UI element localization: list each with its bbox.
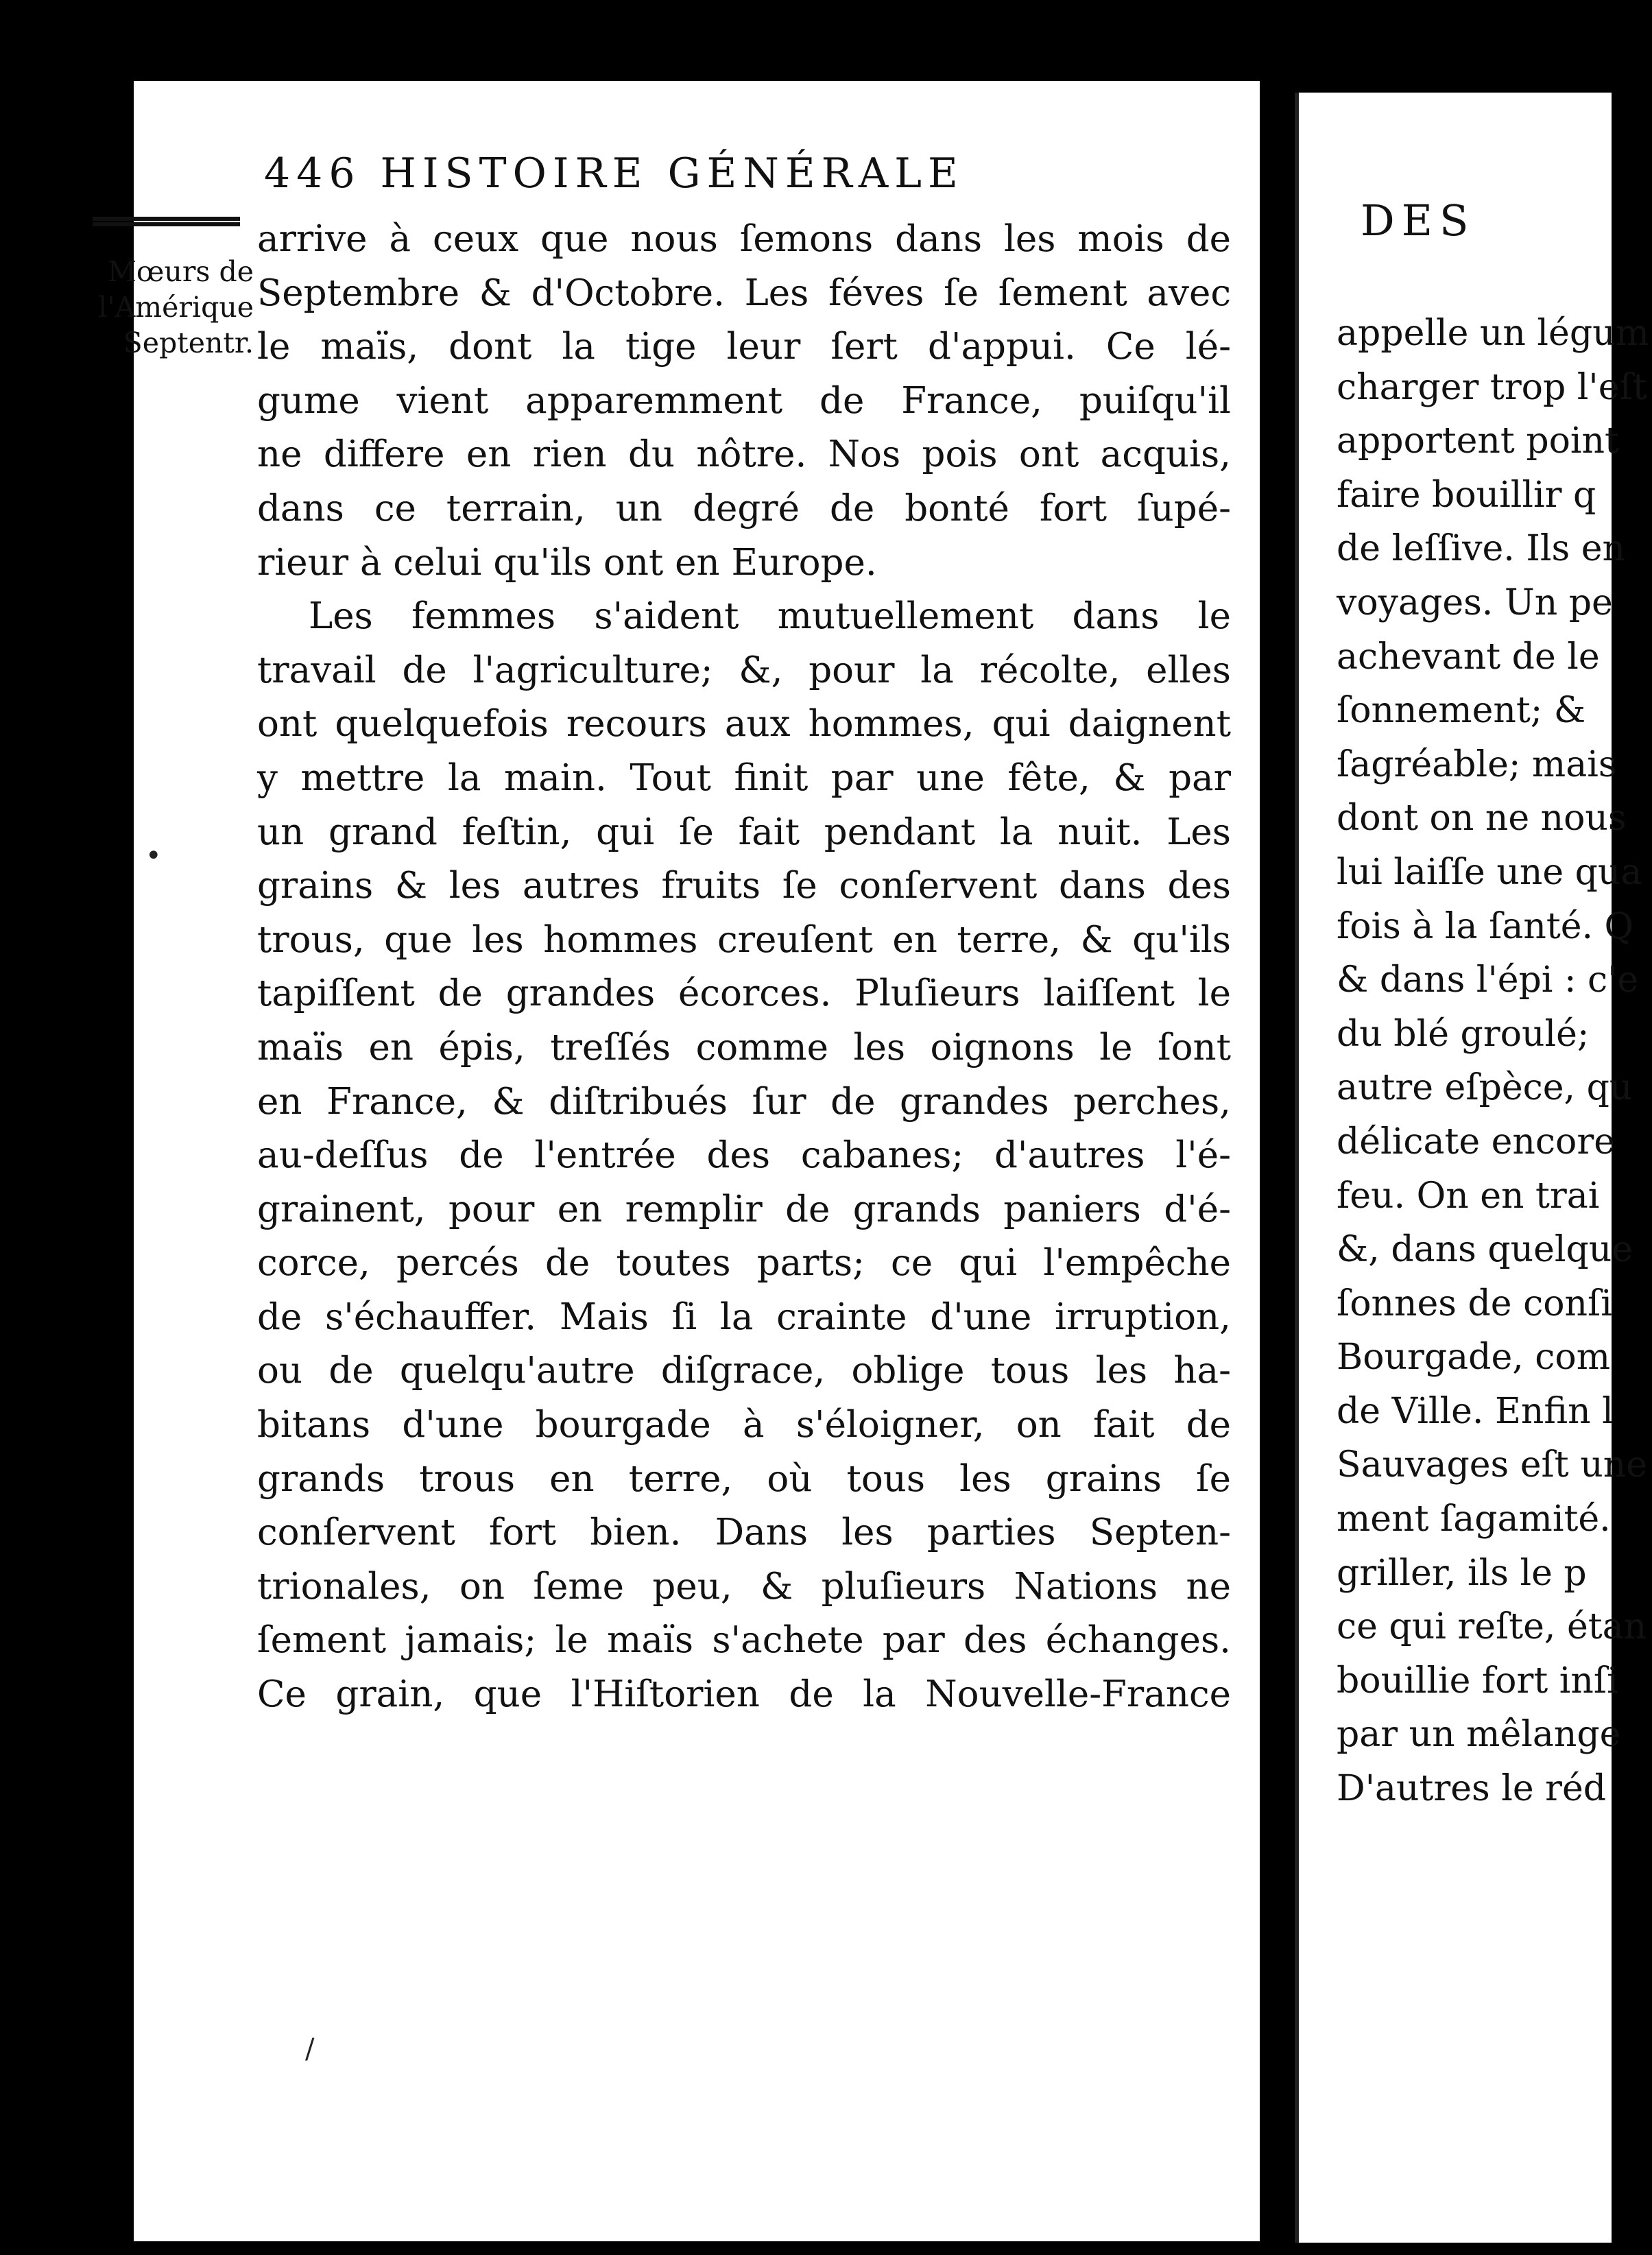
text-line: ne differe en rien du nôtre. Nos pois ont acquis,	[257, 433, 1231, 476]
right-text-line: Sauvages eſt une	[1337, 1444, 1647, 1486]
right-text-line: de leſſive. Ils en	[1337, 528, 1625, 570]
right-text-line: apportent point	[1337, 420, 1619, 462]
text-line: rieur à celui qu'ils ont en Europe.	[257, 541, 877, 584]
text-line: Ce grain, que l'Hiſtorien de la Nouvelle-France	[257, 1673, 1231, 1716]
text-line: conſervent fort bien. Dans les parties Septen-	[257, 1512, 1231, 1554]
right-text-line: dont on ne nous	[1337, 798, 1627, 839]
right-text-line: bouillie fort inſi	[1337, 1660, 1618, 1702]
text-line: trous, que les hommes creuſent en terre, & qu'ils	[257, 918, 1231, 961]
text-line: un grand feſtin, qui ſe fait pendant la nuit. Les	[257, 811, 1231, 853]
text-line: de s'échauffer. Mais ſi la crainte d'une irruption,	[257, 1296, 1231, 1338]
right-running-title: DES	[1361, 195, 1476, 246]
body-text	[257, 213, 1231, 1722]
right-text-line: Bourgade, com	[1337, 1337, 1611, 1379]
text-line: le maïs, dont la tige leur ſert d'appui. Ce lé-	[257, 326, 1231, 368]
ink-mark: /	[305, 2033, 315, 2065]
right-text-line: délicate encore	[1337, 1121, 1615, 1162]
right-text-line: autre eſpèce, qu	[1337, 1067, 1633, 1109]
text-line: grands trous en terre, où tous les grains ſe	[257, 1457, 1231, 1500]
page-number: 446	[264, 150, 361, 198]
right-text-line: ſagréable; mais	[1337, 743, 1617, 785]
margin-note-line: l'Amérique	[98, 291, 254, 324]
text-line: grains & les autres fruits ſe conſervent dans des	[257, 865, 1231, 907]
margin-rule	[93, 217, 240, 226]
right-text-line: de Ville. Enfin l	[1337, 1390, 1614, 1432]
right-text-line: feu. On en trai	[1337, 1175, 1600, 1217]
right-text-line: lui laiſſe une qua	[1337, 851, 1642, 893]
right-page	[1295, 93, 1649, 2243]
right-text-line: ment ſagamité.	[1337, 1499, 1611, 1540]
running-head	[264, 150, 964, 198]
text-line: grainent, pour en remplir de grands paniers d'é-	[257, 1188, 1231, 1230]
right-text-line: par un mêlange	[1337, 1714, 1621, 1756]
right-text-line: griller, ils le p	[1337, 1552, 1587, 1594]
text-line: au-deſſus de l'entrée des cabanes; d'autres l'é-	[257, 1134, 1231, 1177]
right-text-line: charger trop l'eſt	[1337, 366, 1647, 408]
text-line: dans ce terrain, un degré de bonté fort ſupé-	[257, 487, 1231, 529]
running-title: HISTOIRE GÉNÉRALE	[380, 150, 964, 198]
text-line: ou de quelqu'autre diſgrace, oblige tous les ha-	[257, 1350, 1231, 1392]
right-body-text	[1337, 307, 1652, 1816]
text-line: Les femmes s'aident mutuellement dans le	[309, 595, 1231, 638]
right-text-line: & dans l'épi : c'e	[1337, 959, 1639, 1001]
right-text-line: D'autres le réd	[1337, 1768, 1607, 1810]
margin-note-line: Mœurs de	[107, 255, 254, 288]
right-text-line: ce qui reſte, étan	[1337, 1606, 1647, 1648]
right-text-line: &, dans quelque	[1337, 1229, 1633, 1271]
right-text-line: faire bouillir q	[1337, 474, 1596, 516]
right-text-line: ſonnes de conſi	[1337, 1282, 1612, 1324]
margin-note-line: Septentr.	[123, 326, 254, 359]
ink-mark: •	[145, 840, 162, 872]
right-text-line: du blé groulé;	[1337, 1013, 1590, 1055]
text-line: y mettre la main. Tout finit par une fête, & par	[257, 756, 1231, 799]
text-line: ſement jamais; le maïs s'achete par des échanges.	[257, 1619, 1231, 1662]
right-text-line: fois à la ſanté. Q	[1337, 905, 1634, 947]
text-line: ont quelquefois recours aux hommes, qui daignent	[257, 703, 1231, 745]
text-line: Septembre & d'Octobre. Les féves ſe ſement avec	[257, 272, 1231, 314]
text-line: maïs en épis, treſſés comme les oignons le ſont	[257, 1026, 1231, 1069]
text-line: arrive à ceux que nous ſemons dans les mois de	[257, 218, 1231, 260]
margin-note	[82, 254, 254, 361]
text-line: en France, & diſtribués ſur de grandes perches,	[257, 1080, 1231, 1123]
text-line: tapiſſent de grandes écorces. Pluſieurs laiſſent le	[257, 973, 1231, 1015]
text-line: bitans d'une bourgade à s'éloigner, on fait de	[257, 1404, 1231, 1446]
right-text-line: ſonnement; &	[1337, 690, 1586, 732]
right-text-line: appelle un légum	[1337, 313, 1649, 354]
text-line: corce, percés de toutes parts; ce qui l'empêche	[257, 1242, 1231, 1285]
right-text-line: achevant de le	[1337, 636, 1600, 678]
right-text-line: voyages. Un pe	[1337, 582, 1613, 623]
text-line: travail de l'agriculture; &, pour la récolte, elles	[257, 649, 1231, 691]
text-line: gume vient apparemment de France, puiſqu'il	[257, 379, 1231, 422]
text-line: trionales, on ſeme peu, & pluſieurs Nations ne	[257, 1565, 1231, 1608]
